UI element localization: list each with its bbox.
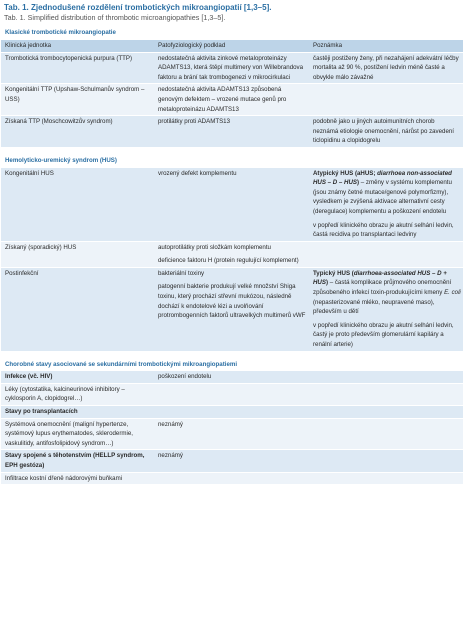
cell-postinfectious-note [309, 267, 463, 351]
cell-secondary-mechanism [154, 383, 309, 405]
cell-secondary-condition: Infekce (vč. HIV) [1, 371, 154, 384]
cell-ttp-pathophys: nedostatečná aktivita zinkové metaloproteinázy ADAMTS13, která štěpí multimery von Willebrandova faktoru a brání tak trombogenezi v mikrocirkulaci [154, 52, 309, 84]
table-row [1, 116, 463, 148]
ecoli-text: E. coli [444, 289, 461, 297]
cell-secondary-mechanism: poškození endotelu [154, 371, 309, 384]
section-row [1, 154, 463, 167]
cell-secondary-condition: Stavy spojené s těhotenstvím (HELLP syndrom, EPH gestóza) [1, 450, 154, 472]
cell-congenital-hus-note [309, 167, 463, 241]
postinf-text-2: patogenní bakterie produkují velké množství Shiga toxinu, který prochází střevní mukózou, následně dochází k endotelové lézi a uvolňování protrombogenních faktorů ultravelkých multimerů vWF [158, 283, 306, 320]
cell-secondary-note [309, 450, 463, 472]
cell-secondary-mechanism [154, 472, 309, 485]
cell-secondary-note [309, 472, 463, 485]
table-row [1, 406, 463, 419]
section-row [1, 358, 463, 371]
ahus-text: – změny v systému komplementu (jsou známy četné mutace/genové polymorfizmy), vysledkem je zvýšená aktivace alternativní cesty (deregulace) komplementu a poškození endotelu [313, 179, 452, 215]
cell-secondary-mechanism: neznámý [154, 418, 309, 450]
typical-hus-text-b: (nepasterizované mléko, neupravené maso), především u dětí [313, 298, 435, 316]
spacer-row [1, 147, 463, 154]
caption-subtitle: Tab. 1. Simplified distribution of thrombotic microangiopathies [1,3–5]. [4, 13, 226, 22]
spacer-row [1, 351, 463, 358]
table-row [1, 418, 463, 450]
cell-secondary-note [309, 371, 463, 384]
cell-uss: Kongenitální TTP (Upshaw-Schulmanův syndrom – USS) [1, 84, 154, 116]
cell-secondary-note [309, 383, 463, 405]
cell-secondary-mechanism: neznámý [154, 450, 309, 472]
section-row [1, 27, 463, 39]
header-cell-clinical: Klinická jednotka [1, 39, 154, 52]
cell-postinfectious-pathophys [154, 267, 309, 351]
tma-table [1, 27, 463, 485]
cell-secondary-condition: Infiltrace kostní dřeně nádorovými buňkami [1, 472, 154, 485]
cell-acquired-ttp: Získaná TTP (Moschcowitzův syndrom) [1, 116, 154, 148]
header-cell-note: Poznámka [309, 39, 463, 52]
cell-sporadic-hus-note [309, 241, 463, 267]
caption-title: Tab. 1. Zjednodušené rozdělení trombotických mikroangiopatií [1,3–5]. [4, 3, 272, 12]
table-row [1, 472, 463, 485]
typical-hus-label-italic: diarrhoea-associated HUS – D + HUS [313, 269, 447, 287]
typical-hus-label: Typický HUS ( [313, 269, 354, 277]
header-row [1, 39, 463, 52]
typical-hus-label-close: ) [325, 279, 329, 287]
typical-hus-text-a: – častá komplikace průjmového onemocnění způsobeného infekcí toxin-produkujícími kmeny [313, 279, 452, 297]
cell-secondary-condition: Stavy po transplantacích [1, 406, 154, 419]
section-heading-classic: Klasické trombotické mikroangiopatie [1, 27, 463, 39]
table-row [1, 371, 463, 384]
table-row [1, 167, 463, 241]
cell-uss-pathophys: nedostatečná aktivita ADAMTS13 způsobená genovým defektem – vrozené mutace genů pro metaloproteinázu ADAMTS13 [154, 84, 309, 116]
cell-secondary-condition: Systémová onemocnění (maligní hypertenze, systémový lupus erythematodes, sklerodermie, vaskulitidy, antifosfolipidový syndrom…) [1, 418, 154, 450]
sporadic-text-2: deficience faktoru H (protein regulující komplement) [158, 257, 299, 265]
cell-congenital-hus: Kongenitální HUS [1, 167, 154, 241]
table-caption [4, 3, 462, 23]
section-heading-hus: Hemolyticko-uremický syndrom (HUS) [1, 154, 463, 167]
cell-acquired-ttp-pathophys: protilátky proti ADAMTS13 [154, 116, 309, 148]
cell-secondary-condition: Léky (cytostatika, kalcineurinové inhibitory – cyklosporin A, clopidogrel…) [1, 383, 154, 405]
table-row [1, 267, 463, 351]
cell-acquired-ttp-note: podobně jako u jiných autoimunitních chorob neznámá etiologie onemocnění, nárůst po zavedení ticlopidinu a clopidogrelu [309, 116, 463, 148]
ahus-label-close: ) [357, 179, 360, 187]
cell-sporadic-hus: Získaný (sporadický) HUS [1, 241, 154, 267]
cell-secondary-mechanism [154, 406, 309, 419]
table-row [1, 383, 463, 405]
ahus-label-italic: diarrhoea non-associated HUS – D – HUS [313, 169, 452, 187]
typical-hus-text-2: v popředí klinického obrazu je akutní selhání ledvin, častý je proto především glomerulární kapiláry a renální arterie) [313, 321, 454, 349]
cell-secondary-note [309, 406, 463, 419]
cell-sporadic-hus-pathophys [154, 241, 309, 267]
cell-secondary-note [309, 418, 463, 450]
cell-congenital-hus-pathophys: vrozený defekt komplementu [154, 167, 309, 241]
table-row [1, 52, 463, 84]
header-cell-pathophys: Patofyziologický podklad [154, 39, 309, 52]
ahus-label: Atypický HUS (aHUS; [313, 169, 378, 177]
table-row [1, 241, 463, 267]
section-heading-secondary: Chorobné stavy asociované se sekundárními trombotickými mikroangiopatiemi [1, 358, 463, 371]
table-row [1, 84, 463, 116]
cell-ttp: Trombotická trombocytopenická purpura (TTP) [1, 52, 154, 84]
cell-postinfectious: Postinfekční [1, 267, 154, 351]
postinf-text-1: bakteriální toxiny [158, 269, 205, 277]
sporadic-text-1: autoprotilátky proti složkám komplementu [158, 243, 271, 251]
cell-uss-note [309, 84, 463, 116]
cell-ttp-note: častěji postiženy ženy, při nezahájení adekvátní léčby mortalita až 90 %, postižení ledvin méně časté a obvykle málo závažné [309, 52, 463, 84]
table-row [1, 450, 463, 472]
ahus-text-2: v popředí klinického obrazu je akutní selhání ledvin, častá recidiva po transplantaci ledviny [313, 221, 454, 239]
